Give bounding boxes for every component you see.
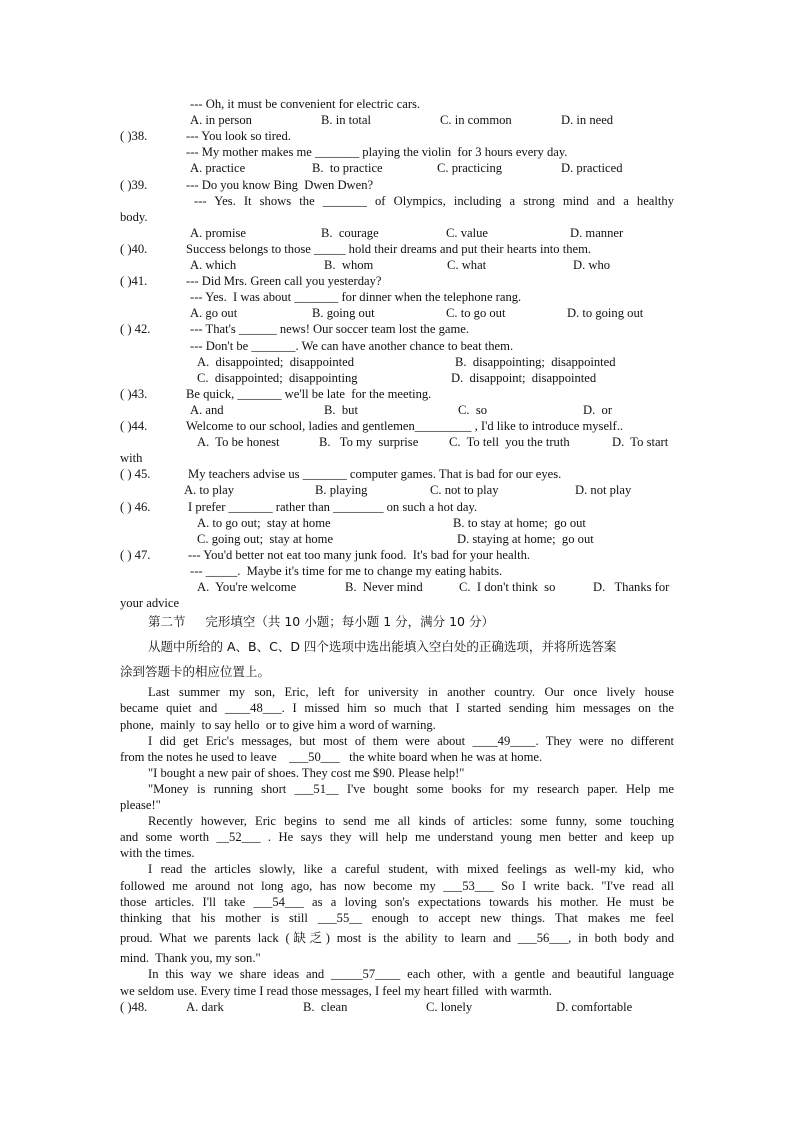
- q45-answer-blank[interactable]: ( ) 45.: [120, 467, 151, 481]
- q41-option-d: D. to going out: [567, 306, 644, 320]
- passage-p6-line3: those articles. I'll take ___54___ as a loving son's expectations towards his mother. He must be: [120, 895, 674, 909]
- q38-option-b: B. to practice: [312, 161, 383, 175]
- q40-stem: Success belongs to those _____ hold their dreams and put their hearts into them.: [186, 242, 592, 256]
- q48-option-d: D. comfortable: [556, 1000, 633, 1014]
- q42-option-b: B. disappointing; disappointed: [455, 355, 616, 369]
- q47-option-a: A. You're welcome: [197, 580, 297, 594]
- section-instruction-line2: 涂到答题卡的相应位置上。: [120, 664, 271, 679]
- q42-answer-blank[interactable]: ( ) 42.: [120, 322, 151, 336]
- q38-dialog: --- My mother makes me _______ playing the violin for 3 hours every day.: [186, 145, 568, 159]
- q42-stem: --- That's ______ news! Our soccer team lost the game.: [190, 322, 470, 336]
- passage-p5-line3: with the times.: [120, 846, 195, 860]
- q45-option-b: B. playing: [315, 483, 368, 497]
- q47-stem: --- You'd better not eat too many junk food. It's bad for your health.: [188, 548, 531, 562]
- q40-option-a: A. which: [190, 258, 237, 272]
- q42-option-c: C. disappointed; disappointing: [197, 371, 358, 385]
- q44-option-c: C. To tell you the truth: [449, 435, 570, 449]
- q40-option-d: D. who: [573, 258, 611, 272]
- section-title: 第二节 完形填空（共 10 小题；每小题 1 分，满分 10 分）: [148, 614, 494, 629]
- q39-stem: --- Do you know Bing Dwen Dwen?: [186, 178, 374, 192]
- passage-p5-line1: Recently however, Eric begins to send me all kinds of articles: some funny, some touching: [148, 814, 674, 828]
- q37-option-a: A. in person: [190, 113, 252, 127]
- q43-option-b: B. but: [324, 403, 358, 417]
- q41-dialog: --- Yes. I was about _______ for dinner when the telephone rang.: [190, 290, 522, 304]
- q42-option-d: D. disappoint; disappointed: [451, 371, 597, 385]
- q43-option-d: D. or: [583, 403, 613, 417]
- q46-option-c: C. going out; stay at home: [197, 532, 334, 546]
- passage-p6-line4: thinking that his mother is still ___55__ enough to accept new things. That makes me feel: [120, 911, 674, 925]
- passage-p6-line1: I read the articles slowly, like a careful student, with mixed feelings as well-my kid, who: [148, 862, 674, 876]
- q38-stem: --- You look so tired.: [186, 129, 291, 143]
- passage-p3: "I bought a new pair of shoes. They cost me $90. Please help!": [148, 766, 465, 780]
- q47-dialog: --- _____. Maybe it's time for me to change my eating habits.: [190, 564, 503, 578]
- q47-answer-blank[interactable]: ( ) 47.: [120, 548, 151, 562]
- passage-p7-line1: In this way we share ideas and _____57____ each other, with a gentle and beautiful language: [148, 967, 674, 981]
- q48-answer-blank[interactable]: ( )48.: [120, 1000, 148, 1014]
- q47-option-b: B. Never mind: [345, 580, 423, 594]
- q39-option-b: B. courage: [321, 226, 379, 240]
- q48-option-a: A. dark: [186, 1000, 224, 1014]
- q44-option-d-continued: with: [120, 451, 143, 465]
- q41-option-a: A. go out: [190, 306, 238, 320]
- q39-dialog: --- Yes. It shows the _______ of Olympics, including a strong mind and a healthy: [194, 194, 674, 208]
- q39-option-d: D. manner: [570, 226, 624, 240]
- q47-option-d-continued: your advice: [120, 596, 180, 610]
- passage-p5-line2: and some worth __52___ . He says they will help me understand young men better and keep up: [120, 830, 674, 844]
- q38-answer-blank[interactable]: ( )38.: [120, 129, 148, 143]
- q38-option-a: A. practice: [190, 161, 246, 175]
- q44-answer-blank[interactable]: ( )44.: [120, 419, 148, 433]
- q43-option-c: C. so: [458, 403, 488, 417]
- q47-option-c: C. I don't think so: [459, 580, 556, 594]
- passage-p1-line1: Last summer my son, Eric, left for university in another country. Our once lively house: [148, 685, 674, 699]
- q47-option-d: D. Thanks for: [593, 580, 670, 594]
- q41-option-c: C. to go out: [446, 306, 506, 320]
- q41-answer-blank[interactable]: ( )41.: [120, 274, 148, 288]
- passage-p1-line3: phone, mainly to say hello or to give him a word of warning.: [120, 718, 436, 732]
- q45-option-c: C. not to play: [430, 483, 499, 497]
- q39-dialog-continued: body.: [120, 210, 148, 224]
- passage-p6-line2: followed me around not long ago, has now become my ___53___ So I write back. "I've read all: [120, 879, 674, 893]
- q37-option-c: C. in common: [440, 113, 512, 127]
- q40-answer-blank[interactable]: ( )40.: [120, 242, 148, 256]
- q48-option-b: B. clean: [303, 1000, 348, 1014]
- q46-stem: I prefer _______ rather than ________ on such a hot day.: [188, 500, 478, 514]
- q42-option-a: A. disappointed; disappointed: [197, 355, 355, 369]
- q37-option-b: B. in total: [321, 113, 372, 127]
- q43-option-a: A. and: [190, 403, 224, 417]
- q38-option-c: C. practicing: [437, 161, 503, 175]
- q43-stem: Be quick, _______ we'll be late for the meeting.: [186, 387, 432, 401]
- q44-option-a: A. To be honest: [197, 435, 280, 449]
- q45-stem: My teachers advise us _______ computer games. That is bad for our eyes.: [188, 467, 562, 481]
- q42-dialog: --- Don't be _______. We can have another chance to beat them.: [190, 339, 514, 353]
- q46-option-a: A. to go out; stay at home: [197, 516, 331, 530]
- passage-p7-line2: we seldom use. Every time I read those messages, I feel my heart filled with warmth.: [120, 984, 552, 998]
- q45-option-d: D. not play: [575, 483, 632, 497]
- passage-p4-line1: "Money is running short ___51__ I've bought some books for my research paper. Help me: [148, 782, 674, 796]
- passage-p4-line2: please!": [120, 798, 161, 812]
- q46-option-d: D. staying at home; go out: [457, 532, 594, 546]
- q41-option-b: B. going out: [312, 306, 375, 320]
- q39-option-a: A. promise: [190, 226, 246, 240]
- section-instruction-line1: 从题中所给的 A、B、C、D 四个选项中选出能填入空白处的正确选项，并将所选答案: [148, 639, 617, 654]
- q40-option-c: C. what: [447, 258, 487, 272]
- q37-dialog: --- Oh, it must be convenient for electric cars.: [190, 97, 421, 111]
- passage-p6-line6: mind. Thank you, my son.": [120, 951, 261, 965]
- q44-option-d: D. To start: [612, 435, 669, 449]
- q44-option-b: B. To my surprise: [319, 435, 419, 449]
- q37-option-d: D. in need: [561, 113, 614, 127]
- q39-option-c: C. value: [446, 226, 488, 240]
- q41-stem: --- Did Mrs. Green call you yesterday?: [186, 274, 382, 288]
- q38-option-d: D. practiced: [561, 161, 623, 175]
- q40-option-b: B. whom: [324, 258, 374, 272]
- q46-answer-blank[interactable]: ( ) 46.: [120, 500, 151, 514]
- passage-p1-line2: became quiet and ____48___. I missed him so much that I started sending him messages on the: [120, 701, 674, 715]
- passage-p2-line2: from the notes he used to leave ___50___ the white board when he was at home.: [120, 750, 543, 764]
- passage-p6-line5: proud. What we parents lack (缺乏) most is the ability to learn and ___56___, in both body and: [120, 931, 674, 945]
- q43-answer-blank[interactable]: ( )43.: [120, 387, 148, 401]
- q44-stem: Welcome to our school, ladies and gentlemen_________ , I'd like to introduce myself..: [186, 419, 624, 433]
- q48-option-c: C. lonely: [426, 1000, 473, 1014]
- q39-answer-blank[interactable]: ( )39.: [120, 178, 148, 192]
- q45-option-a: A. to play: [184, 483, 235, 497]
- q46-option-b: B. to stay at home; go out: [453, 516, 586, 530]
- passage-p2-line1: I did get Eric's messages, but most of them were about ____49____. They were no different: [148, 734, 674, 748]
